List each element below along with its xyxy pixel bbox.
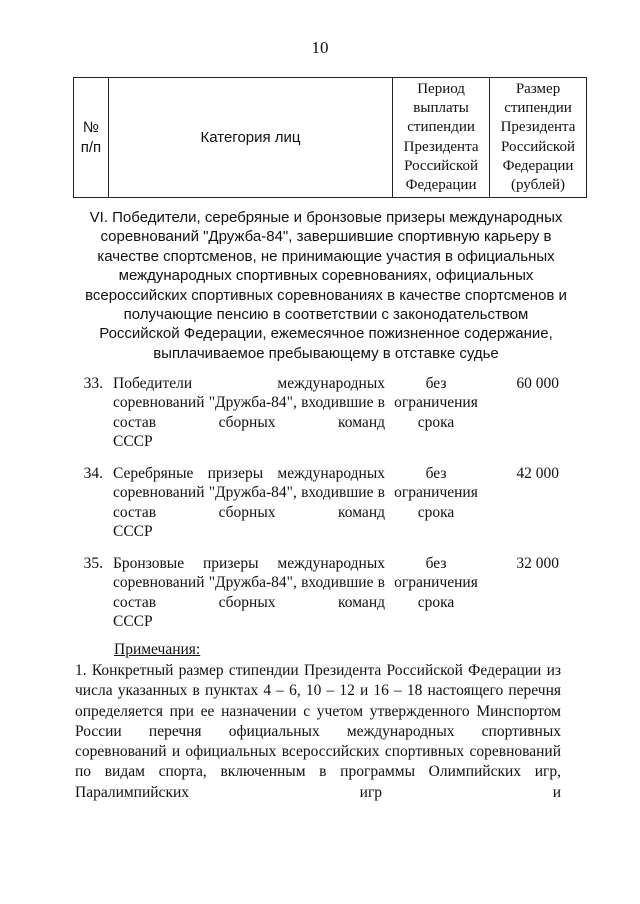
row-amount: 60 000	[516, 375, 559, 392]
section-title: VI. Победители, серебряные и бронзовые призеры международных соревнований "Дружба-84", завершившие спортивную карьеру в качестве спортсменов, не принимающие участия в официальных международных спортивных соревнованиях, официальных всероссийских спортивных соревнованиях в качестве спортсменов и получающие пенсию в соответствии с законодательством Российской Федерации, ежемесячное пожизненное содержание, выплачиваемое пребывающему в отставке судье	[85, 209, 567, 362]
row-description	[113, 374, 385, 451]
row-number: 34.	[83, 465, 103, 482]
page-number: 10	[311, 38, 329, 57]
column-header-number: № п/п	[74, 78, 109, 198]
row-description-last-line: СССР	[113, 432, 153, 450]
row-description	[113, 554, 385, 631]
row-period: без ограничения срока	[394, 555, 478, 611]
column-header-period: Период выплаты стипендии Президента Российской Федерации	[393, 78, 490, 198]
row-number: 33.	[83, 375, 103, 392]
notes-title: Примечания:	[114, 641, 201, 658]
column-header-size: Размер стипендии Президента Российской Федерации (рублей)	[490, 78, 587, 198]
table-header-row	[74, 78, 587, 198]
row-amount: 32 000	[516, 555, 559, 572]
column-header-category: Категория лиц	[108, 78, 392, 198]
row-description-text: Серебряные призеры международных соревнований "Дружба-84", входившие в состав сборных команд	[113, 465, 385, 521]
row-period: без ограничения срока	[394, 375, 478, 431]
row-description-last-line: СССР	[113, 522, 153, 540]
row-description-last-line: СССР	[113, 612, 153, 630]
row-period: без ограничения срока	[394, 465, 478, 521]
notes-text: 1. Конкретный размер стипендии Президента Российской Федерации из числа указанных в пунктах 4 – 6, 10 – 12 и 16 – 18 настоящего перечня определяется при ее назначении с учетом утвержденного Минспортом России перечня официальных международных спортивных соревнований и официальных всероссийских спортивных соревнований по видам спорта, включенным в программы Олимпийских игр, Паралимпийских игр и	[75, 662, 561, 801]
row-description	[113, 464, 385, 541]
row-number: 35.	[83, 555, 103, 572]
row-amount: 42 000	[516, 465, 559, 482]
table-header	[73, 77, 587, 198]
row-description-text: Бронзовые призеры международных соревнований "Дружба-84", входившие в состав сборных команд	[113, 555, 385, 611]
row-description-text: Победители международных соревнований "Дружба-84", входившие в состав сборных команд	[113, 375, 385, 431]
